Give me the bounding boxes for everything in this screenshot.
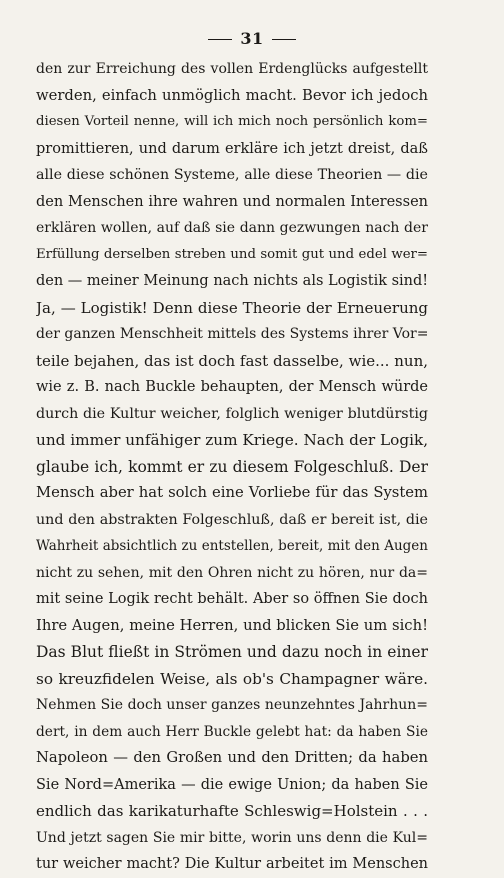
text-line: Das Blut fließt in Strömen und dazu noch in einer (36, 643, 428, 661)
text-line: mit seine Logik recht behält. Aber so öffnen Sie doch (36, 591, 428, 607)
text-line: den zur Erreichung des vollen Erdenglücks aufgestellt (36, 61, 428, 77)
text-line: Erfüllung derselben streben und somit gut und edel wer= (36, 246, 428, 262)
text-line: erklären wollen, auf daß sie dann gezwungen nach der (36, 220, 428, 236)
text-line: werden, einfach unmöglich macht. Bevor ich jedoch (36, 86, 428, 104)
text-line: wie z. B. nach Buckle behaupten, der Mensch würde (36, 379, 428, 395)
left-dash (208, 39, 232, 40)
text-line: Mensch aber hat solch eine Vorliebe für das System (36, 484, 428, 501)
text-line: teile bejahen, das ist doch fast dasselbe, wie... nun, (36, 351, 428, 370)
text-line: Napoleon — den Großen und den Dritten; da haben (36, 749, 428, 766)
text-line: Und jetzt sagen Sie mir bitte, worin uns denn die Kul= (36, 829, 428, 846)
text-line: endlich das karikaturhafte Schleswig=Holstein . . . (36, 802, 428, 820)
text-line: so kreuzfidelen Weise, als ob's Champagner wäre. (36, 669, 428, 688)
text-line: den — meiner Meinung nach nichts als Logistik sind! (36, 273, 428, 289)
text-line: Ja, — Logistik! Denn diese Theorie der Erneuerung (36, 298, 428, 317)
page-header (0, 29, 504, 48)
text-line: Sie Nord=Amerika — die ewige Union; da haben Sie (36, 776, 428, 793)
text-line: und immer unfähiger zum Kriege. Nach der Logik, (36, 431, 428, 449)
text-line: und den abstrakten Folgeschluß, daß er bereit ist, die (36, 511, 428, 528)
text-line: der ganzen Menschheit mittels des Systems ihrer Vor= (36, 326, 428, 342)
text-line: alle diese schönen Systeme, alle diese Theorien — die (36, 167, 428, 183)
text-line: dert, in dem auch Herr Buckle gelebt hat: da haben Sie (36, 723, 428, 740)
text-line: Ihre Augen, meine Herren, und blicken Sie um sich! (36, 616, 428, 634)
body-text (36, 56, 428, 878)
text-line: nicht zu sehen, mit den Ohren nicht zu hören, nur da= (36, 564, 428, 581)
text-line: Nehmen Sie doch unser ganzes neunzehntes Jahrhun= (36, 697, 428, 713)
text-line: glaube ich, kommt er zu diesem Folgeschluß. Der (36, 457, 428, 476)
text-line: den Menschen ihre wahren und normalen Interessen (36, 193, 428, 210)
text-line: durch die Kultur weicher, folglich weniger blutdürstig (36, 405, 428, 422)
text-line: tur weicher macht? Die Kultur arbeitet im Menschen (36, 856, 428, 872)
page-number: 31 (240, 29, 264, 48)
text-line: promittieren, und darum erkläre ich jetzt dreist, daß (36, 140, 428, 157)
text-line: Wahrheit absichtlich zu entstellen, bereit, mit den Augen (36, 538, 428, 554)
text-line: diesen Vorteil nenne, will ich mich noch persönlich kom= (36, 114, 428, 129)
right-dash (272, 39, 296, 40)
